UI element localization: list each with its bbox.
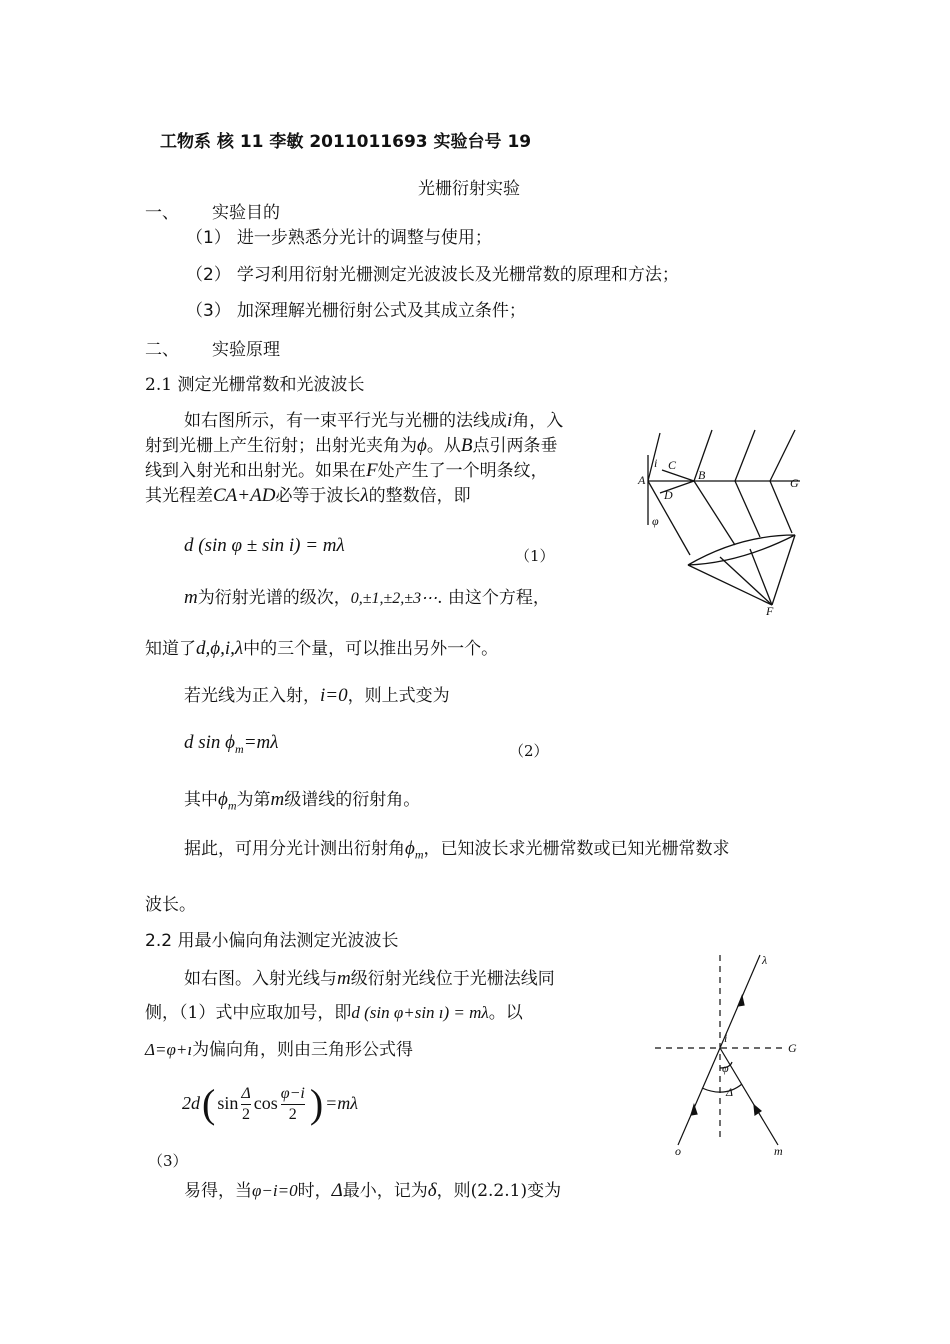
point-c-label: C [668, 458, 677, 472]
paragraph-1-line-2: 射到光栅上产生衍射；出射光夹角为ϕ。从B点引两条垂 [145, 435, 558, 456]
minimum-deviation-figure [650, 950, 810, 1160]
paragraph-6-end: 波长。 [145, 895, 196, 915]
angle-i-label: i [654, 456, 658, 470]
equation-3-number: （3） [148, 1152, 188, 1170]
equation-1: d (sin φ ± sin i) = mλ [184, 535, 345, 556]
grating-diffraction-figure [630, 425, 810, 620]
section-2-title: 实验原理 [212, 340, 280, 360]
point-b-label: B [698, 468, 706, 482]
phi-label: φ [722, 1061, 729, 1075]
delta-label: Δ [726, 1085, 734, 1099]
i-label: i [724, 1031, 728, 1045]
paragraph-3: 知道了d,ϕ,i,λ中的三个量，可以推出另外一个。 [145, 638, 499, 659]
paragraph-2: m为衍射光谱的级次，0,±1,±2,±3⋯. 由这个方程， [184, 587, 550, 608]
objective-3: （3） 加深理解光栅衍射公式及其成立条件； [186, 301, 526, 321]
subsection-2-2-heading: 2.2 用最小偏向角法测定光波波长 [145, 931, 399, 951]
point-g-label: G [790, 476, 799, 490]
point-d-label: D [664, 488, 673, 502]
paragraph-4: 若光线为正入射，i=0，则上式变为 [184, 685, 450, 706]
header-line: 工物系 核 11 李敏 2011011693 实验台号 19 [160, 132, 532, 152]
m-label: m [774, 1144, 783, 1158]
paragraph-1-line-3: 线到入射光和出射光。如果在F处产生了一个明条纹， [145, 460, 548, 481]
lambda-label: λ [762, 953, 768, 967]
section-1-title: 实验目的 [212, 203, 280, 223]
section-2-number: 二、 [145, 340, 179, 360]
paragraph-7: 如右图。入射光线与m级衍射光线位于光栅法线同 [184, 968, 555, 989]
equation-3: 2d ( sin Δ 2 cos φ−i 2 ) =mλ [182, 1081, 359, 1126]
objective-1: （1） 进一步熟悉分光计的调整与使用； [186, 228, 492, 248]
g-label: G [788, 1041, 797, 1055]
paragraph-1-line-4: 其光程差CA+AD必等于波长λ的整数倍，即 [145, 485, 471, 506]
point-a-label: A [638, 473, 646, 487]
section-1-number: 一、 [145, 203, 179, 223]
objective-2: （2） 学习利用衍射光栅测定光波波长及光栅常数的原理和方法； [186, 265, 679, 285]
o-label: o [675, 1144, 681, 1158]
page-title: 光栅衍射实验 [418, 179, 520, 199]
paragraph-1-line-1: 如右图所示，有一束平行光与光栅的法线成i角，入 [184, 410, 564, 431]
angle-phi-label: φ [652, 514, 659, 528]
equation-1-number: （1） [515, 547, 555, 565]
paragraph-10: 易得，当φ−i=0时，Δ最小，记为δ，则(2.2.1)变为 [184, 1180, 562, 1201]
equation-2: d $\sin \phi_m=m\lambda$ [184, 732, 279, 756]
paragraph-5: 其中$\phi_m$为第m级谱线的衍射角。 [184, 789, 421, 813]
paragraph-8: 侧，（1）式中应取加号，即d (sin φ+sin ı) = mλ。以 [145, 1003, 523, 1023]
paragraph-6: 据此，可用分光计测出衍射角$\phi_m$，已知波长求光栅常数或已知光栅常数求 [184, 838, 730, 862]
point-f-label: F [766, 604, 774, 618]
subsection-2-1-heading: 2.1 测定光栅常数和光波波长 [145, 375, 365, 395]
paragraph-9: Δ=φ+ı为偏向角，则由三角形公式得 [145, 1040, 414, 1060]
equation-2-number: （2） [509, 742, 549, 760]
